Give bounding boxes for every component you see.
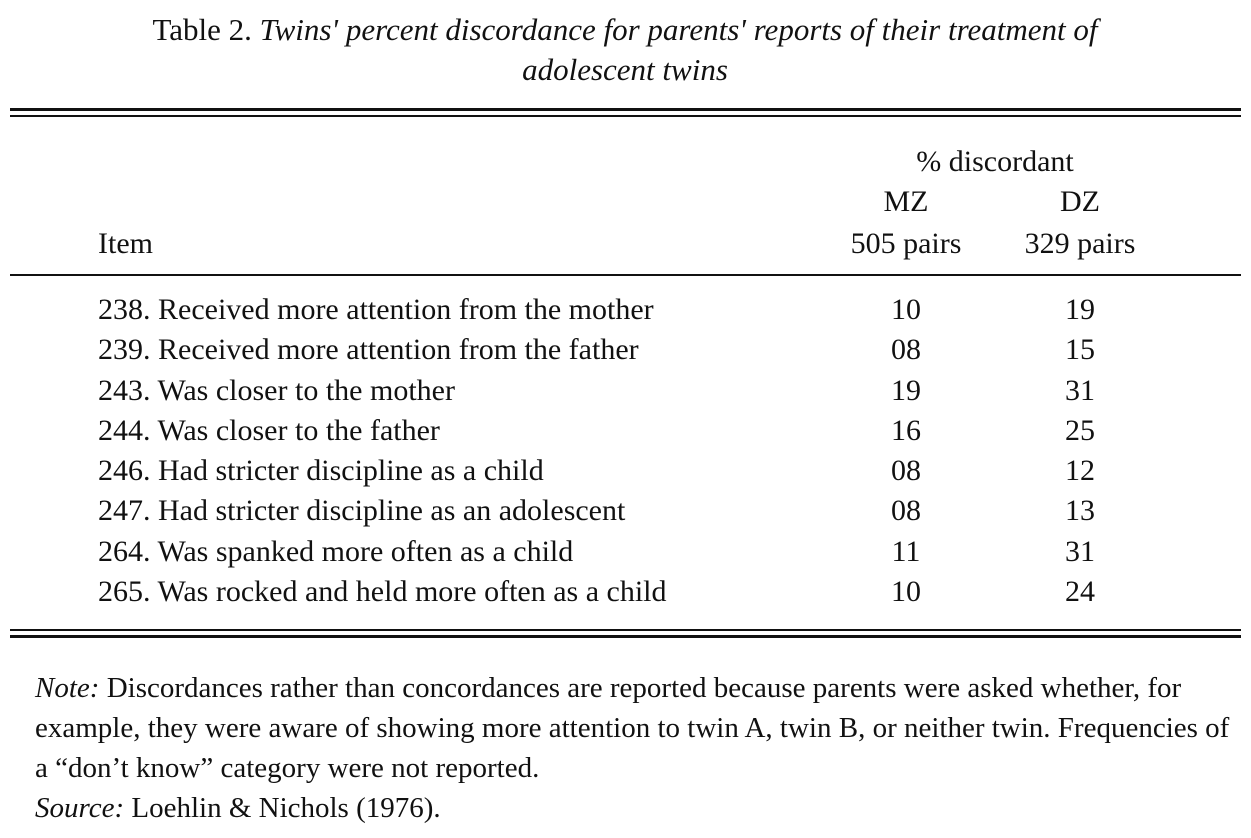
top-rule-upper	[10, 108, 1241, 111]
row-dz-value: 19	[1065, 293, 1095, 326]
source-label: Source:	[35, 792, 125, 824]
dz-pairs-header: 329 pairs	[1024, 227, 1136, 260]
row-dz-value: 25	[1065, 413, 1095, 447]
table-notes	[35, 668, 1245, 828]
row-mz-value: 11	[891, 534, 921, 568]
table-label: Table 2.	[152, 12, 252, 47]
header-rule	[10, 274, 1241, 276]
note-paragraph	[35, 668, 1245, 788]
table-row	[0, 371, 1251, 411]
top-rule-lower	[10, 115, 1241, 117]
row-item: 244. Was closer to the father	[98, 413, 440, 447]
row-item: 246. Had stricter discipline as a child	[98, 454, 544, 488]
item-column-header: Item	[98, 227, 153, 260]
mz-column-header: MZ	[883, 185, 929, 218]
row-item: 247. Had stricter discipline as an adolescent	[98, 494, 626, 528]
row-dz-value: 31	[1065, 534, 1095, 568]
table-row	[0, 532, 1251, 572]
row-item: 238. Received more attention from the mother	[98, 293, 654, 326]
source-text: Loehlin & Nichols (1976).	[131, 792, 441, 824]
group-header: % discordant	[916, 145, 1074, 178]
row-mz-value: 08	[891, 494, 921, 528]
table-row	[0, 290, 1251, 330]
row-mz-value: 10	[891, 575, 921, 609]
table-row	[0, 451, 1251, 491]
row-dz-value: 24	[1065, 575, 1095, 609]
row-dz-value: 13	[1065, 494, 1095, 528]
table-row	[0, 572, 1251, 612]
table-body	[0, 290, 1251, 612]
dz-column-header: DZ	[1060, 185, 1100, 218]
mz-pairs-header: 505 pairs	[850, 227, 962, 260]
source-paragraph	[35, 788, 1245, 828]
row-mz-value: 08	[891, 333, 921, 367]
note-label: Note:	[35, 672, 100, 704]
row-dz-value: 12	[1065, 454, 1095, 488]
row-mz-value: 19	[891, 373, 921, 407]
bottom-rule-lower	[10, 635, 1241, 638]
note-text: Discordances rather than concordances are reported because parents were asked whether, for example, they were aware of showing more attention to twin A, twin B, or neither twin. Frequencies of a “don’t know” category were not reported.	[35, 672, 1230, 784]
table-caption	[30, 10, 1220, 90]
table-row	[0, 491, 1251, 531]
table-title-line-1: Twins' percent discordance for parents' reports of their treatment of	[259, 12, 1098, 47]
bottom-rule-upper	[10, 629, 1241, 631]
row-item: 265. Was rocked and held more often as a child	[98, 575, 667, 609]
row-item: 239. Received more attention from the father	[98, 333, 639, 367]
table-row	[0, 411, 1251, 451]
table-title-line-2: adolescent twins	[522, 52, 728, 87]
row-dz-value: 31	[1065, 373, 1095, 407]
row-item: 264. Was spanked more often as a child	[98, 534, 574, 568]
row-dz-value: 15	[1065, 333, 1095, 367]
row-mz-value: 16	[891, 413, 921, 447]
row-item: 243. Was closer to the mother	[98, 373, 455, 407]
row-mz-value: 10	[891, 293, 921, 326]
table-row	[0, 330, 1251, 370]
row-mz-value: 08	[891, 454, 921, 488]
